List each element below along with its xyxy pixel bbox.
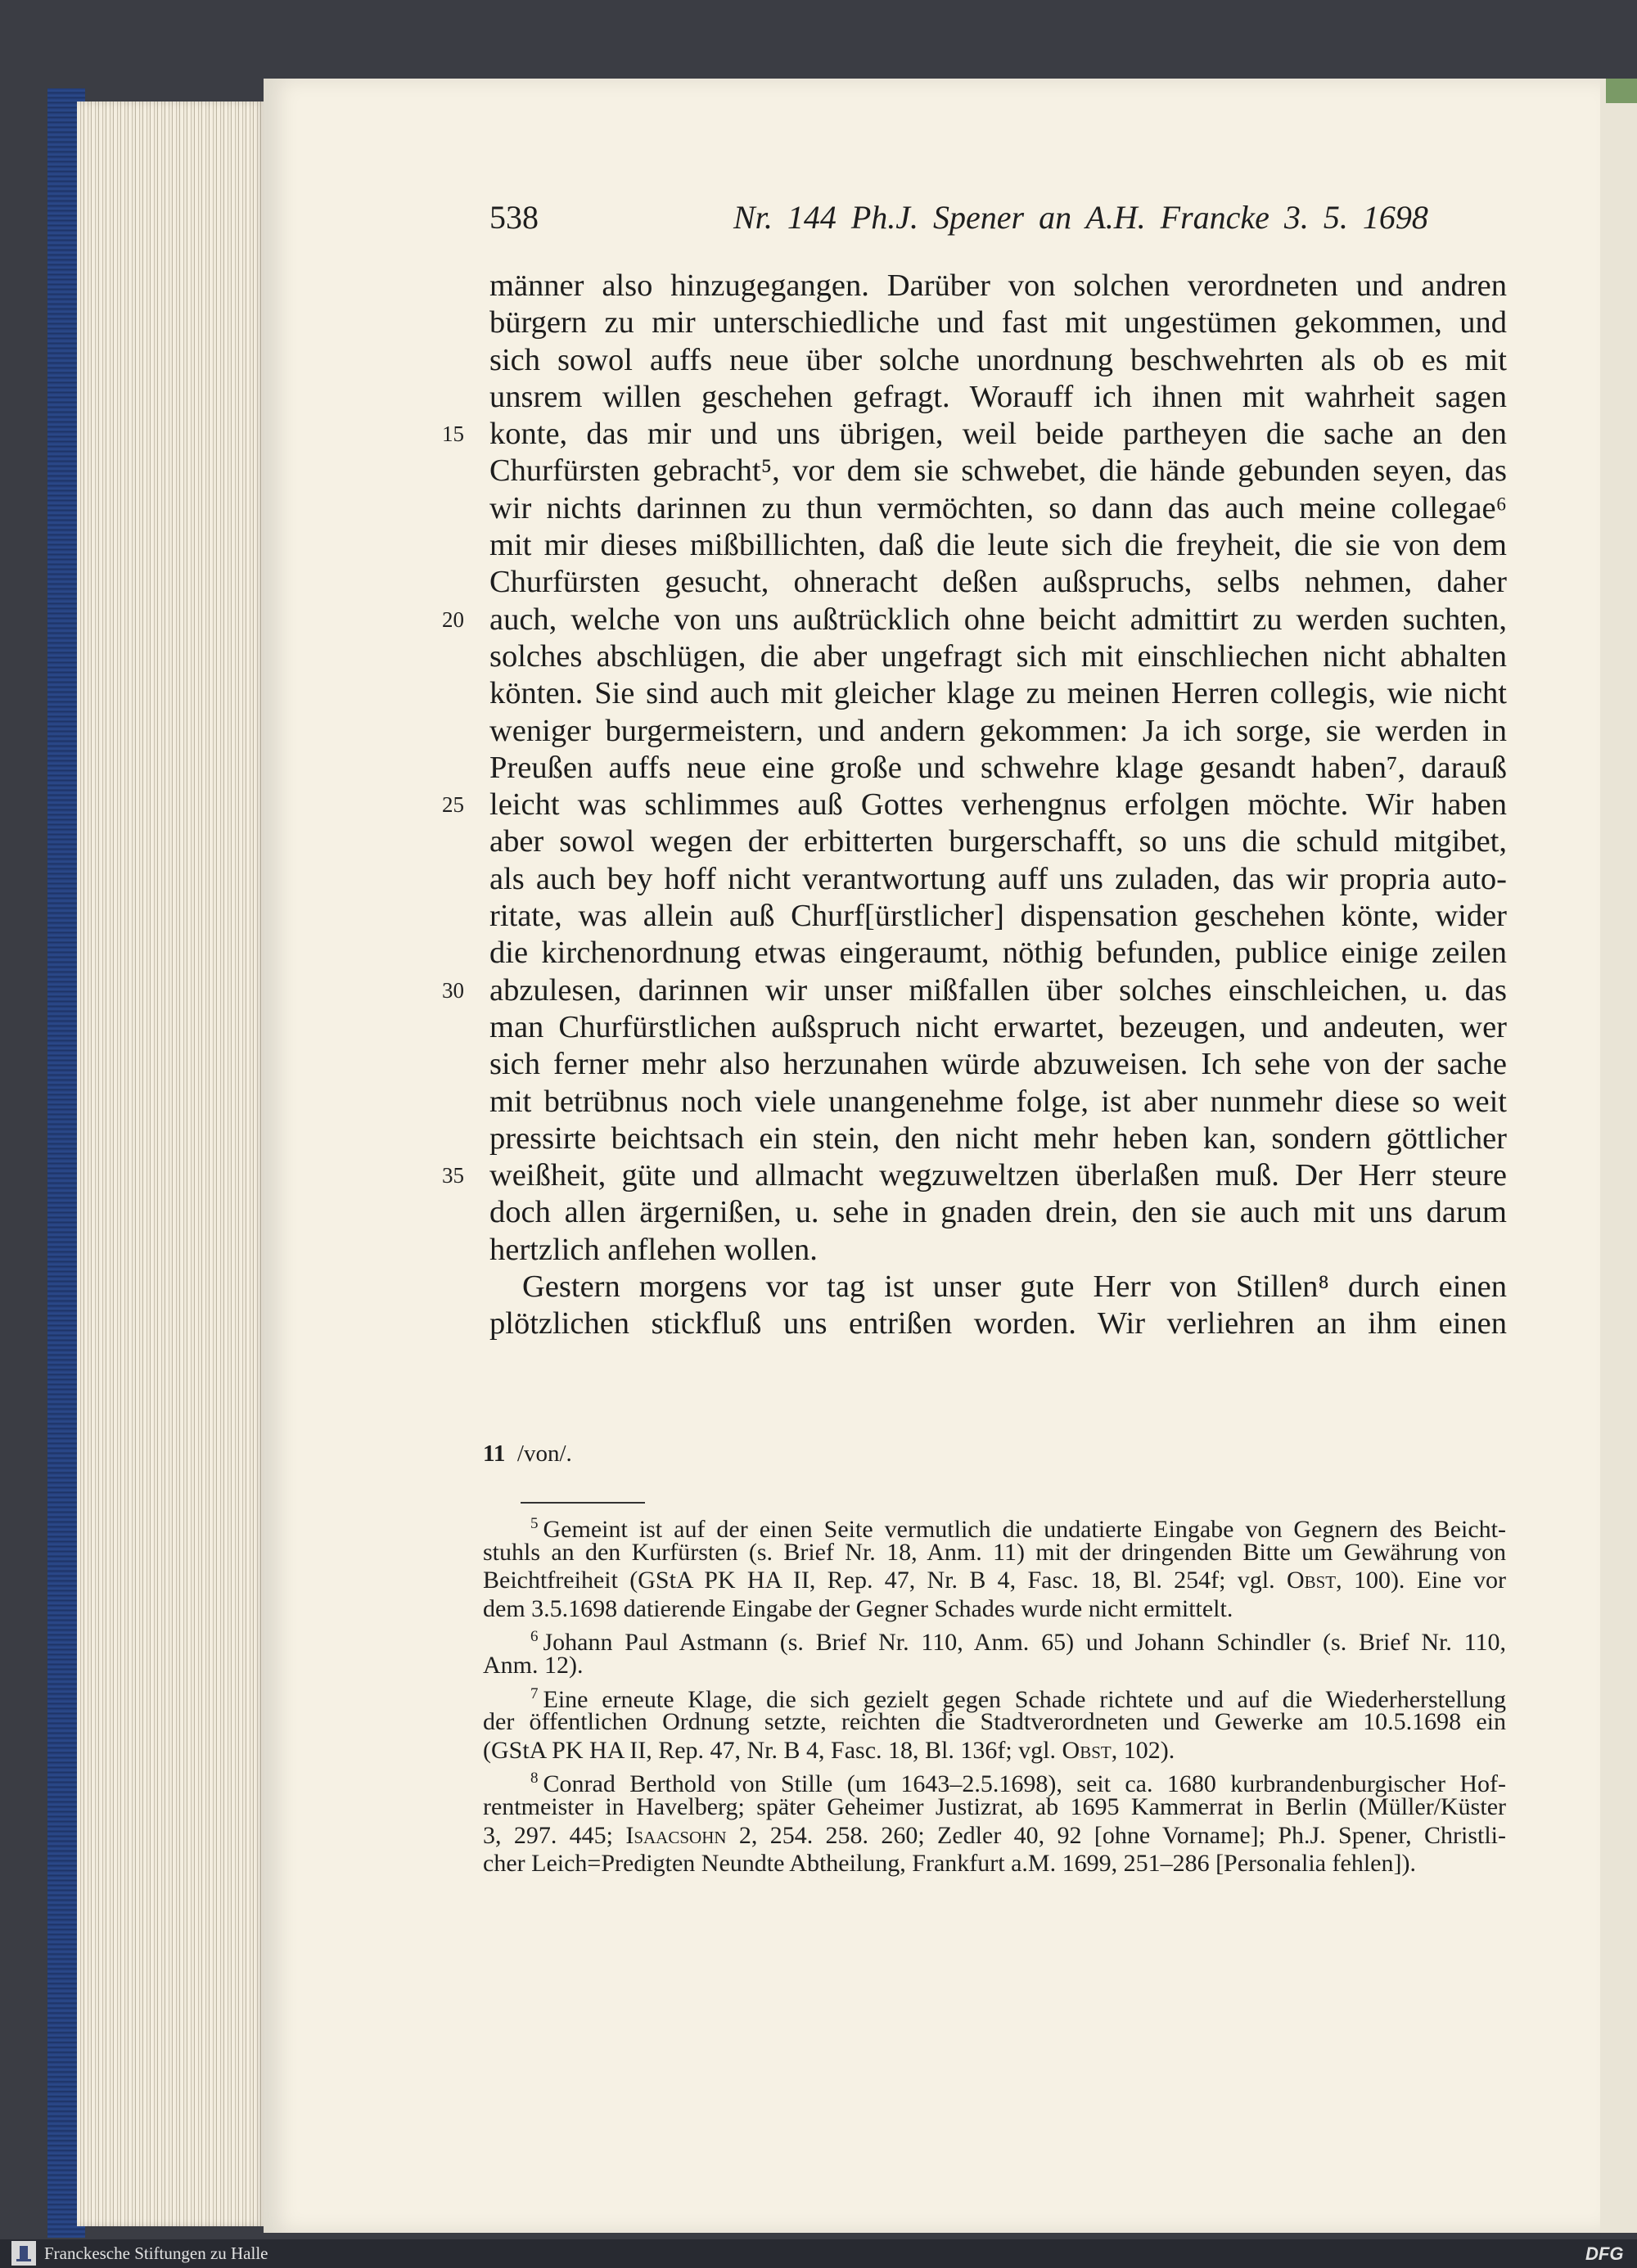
body-line: doch allen ärgernißen, u. sehe in gnaden drein, den sie auch mit uns darum bbox=[489, 1195, 1507, 1230]
footnote-number: 6 bbox=[530, 1628, 539, 1646]
archive-name: Franckesche Stiftungen zu Halle bbox=[44, 2243, 268, 2263]
letter-body-text bbox=[489, 268, 1507, 1343]
footnotes bbox=[483, 1510, 1506, 1878]
body-line: mit mir dieses mißbillichten, daß die leute sich die freyheit, die sie von dem bbox=[489, 528, 1507, 563]
footnote-5-line: stuhls an den Kurfürsten (s. Brief Nr. 18, Anm. 11) mit der dringenden Bitte um Gewährung von bbox=[483, 1538, 1506, 1566]
body-line: hertzlich anflehen wollen. bbox=[489, 1232, 818, 1267]
body-line: konte, das mir und uns übrigen, weil beide partheyen die sache an den bbox=[489, 417, 1507, 452]
footnote-5-line bbox=[483, 1567, 1506, 1595]
footnote-5-line bbox=[483, 1510, 1506, 1543]
footnote-5-line: dem 3.5.1698 datierende Eingabe der Gegner Schades wurde nicht ermittelt. bbox=[483, 1594, 1233, 1622]
body-line: aber sowol wegen der erbitterten burgerschafft, so uns die schuld mitgibet, bbox=[489, 824, 1507, 859]
line-number: 20 bbox=[442, 607, 464, 632]
footnote-6-line: Anm. 12). bbox=[483, 1651, 584, 1679]
footnote-text: Gemeint ist auf der einen Seite vermutlich die undatierte Eingabe von Gegnern des Beicht- bbox=[543, 1516, 1506, 1543]
footnote-text: Johann Paul Astmann (s. Brief Nr. 110, Anm. 65) und Johann Schindler (s. Brief Nr. 110, bbox=[543, 1629, 1506, 1657]
textual-apparatus bbox=[483, 1441, 572, 1468]
footnote-text: Conrad Berthold von Stille (um 1643–2.5.1698), seit ca. 1680 kurbrandenburgischer Hof- bbox=[543, 1770, 1506, 1798]
body-line: Gestern morgens vor tag ist unser gute Herr von Stillen⁸ durch einen bbox=[522, 1269, 1507, 1305]
body-line: man Churfürstlichen außspruch nicht erwartet, bezeugen, und andeuten, wer bbox=[489, 1009, 1507, 1044]
footnote-8-line: rentmeister in Havelberg; später Geheimer Justizrat, ab 1695 Kammerrat in Berlin (Müller/Küster bbox=[483, 1792, 1506, 1820]
body-line: könten. Sie sind auch mit gleicher klage zu meinen Herren collegis, wie nicht bbox=[489, 676, 1507, 711]
footnote-text: Eine erneute Klage, die sich gezielt gegen Schade richtete und auf die Wiederherstellung bbox=[543, 1685, 1506, 1713]
footnote-7-line bbox=[483, 1680, 1506, 1713]
footnote-text: 2, 254. 258. 260; Zedler 40, 92 [ohne Vorname]; Ph.J. Spener, Christli- bbox=[726, 1821, 1506, 1849]
page-stack-edges bbox=[77, 101, 265, 2226]
apparatus-line-ref: 11 bbox=[483, 1441, 506, 1467]
author-small-caps: Obst bbox=[1062, 1736, 1112, 1764]
body-line: wir nichts darinnen zu thun vermöchten, so dann das auch meine collegae⁶ bbox=[489, 490, 1507, 525]
footnote-text: , 100). Eine vor bbox=[1336, 1567, 1506, 1594]
facing-page-edge bbox=[1600, 79, 1637, 2233]
footnote-number: 5 bbox=[530, 1515, 539, 1532]
dfg-logo: DFG bbox=[1585, 2243, 1624, 2264]
footnote-8-line: cher Leich=Predigten Neundte Abtheilung, Frankfurt a.M. 1699, 251–286 [Personalia fehlen]). bbox=[483, 1850, 1416, 1878]
footnote-6-line bbox=[483, 1623, 1506, 1657]
body-line: abzulesen, darinnen wir unser mißfallen über solches einschleichen, u. das bbox=[489, 972, 1507, 1008]
footnote-text: , 102). bbox=[1111, 1736, 1175, 1764]
apparatus-text: /von/. bbox=[516, 1441, 572, 1467]
body-line: sich sowol auffs neue über solche unordnung beschwehrten als ob es mit bbox=[489, 342, 1507, 377]
footnote-7-line bbox=[483, 1737, 1506, 1765]
footnote-number: 7 bbox=[530, 1684, 539, 1702]
footnote-8-line bbox=[483, 1765, 1506, 1798]
body-line: als auch bey hoff nicht verantwortung auff uns zuladen, das wir propria auto- bbox=[489, 861, 1507, 896]
body-line: sich ferner mehr also herzunahen würde abzuweisen. Ich sehe von der sache bbox=[489, 1047, 1507, 1082]
body-line: auch, welche von uns außtrücklich ohne beicht admittirt zu werden suchten, bbox=[489, 602, 1507, 637]
body-line: Preußen auffs neue eine große und schwehre klage gesandt haben⁷, darauß bbox=[489, 750, 1507, 785]
footnote-text: (GStA PK HA II, Rep. 47, Nr. B 4, Fasc. 18, Bl. 136f; vgl. bbox=[483, 1736, 1062, 1764]
footnote-rule bbox=[521, 1502, 645, 1504]
archive-logo-icon bbox=[11, 2241, 36, 2266]
body-line: die kirchenordnung etwas eingeraumt, nöthig befunden, publice einige zeilen bbox=[489, 936, 1507, 971]
body-line: weißheit, güte und allmacht wegzuweltzen überlaßen muß. Der Herr steure bbox=[489, 1158, 1507, 1193]
body-line: weniger burgermeistern, und andern gekommen: Ja ich sorge, sie werden in bbox=[489, 713, 1507, 748]
body-line: unsrem willen geschehen gefragt. Worauff ich ihnen mit wahrheit sagen bbox=[489, 379, 1507, 414]
body-line: leicht was schlimmes auß Gottes verhengnus erfolgen möchte. Wir haben bbox=[489, 787, 1507, 823]
author-small-caps: Obst bbox=[1286, 1567, 1337, 1594]
footnote-text: Beichtfreiheit (GStA PK HA II, Rep. 47, Nr. B 4, Fasc. 18, Bl. 254f; vgl. bbox=[483, 1567, 1287, 1594]
body-line: pressirte beichtsach ein stein, den nicht mehr heben kan, sondern göttlicher bbox=[489, 1120, 1507, 1156]
body-line: ritate, was allein auß Churf[ürstlicher] dispensation geschehen könte, wider bbox=[489, 899, 1507, 934]
footnote-8-line bbox=[483, 1822, 1506, 1851]
body-line: solches abschlügen, die aber ungefragt sich mit einschliechen nicht abhalten bbox=[489, 638, 1507, 674]
body-line: Churfürsten gesucht, ohneracht deßen außspruchs, selbs nehmen, daher bbox=[489, 565, 1507, 600]
author-small-caps: Isaacsohn bbox=[625, 1821, 727, 1849]
footnote-text: 3, 297. 445; bbox=[483, 1821, 626, 1849]
footnote-number: 8 bbox=[530, 1770, 539, 1788]
body-line: bürgern zu mir unterschiedliche und fast mit ungestümen gekommen, und bbox=[489, 305, 1507, 340]
line-number: 30 bbox=[442, 978, 464, 1003]
body-line: männer also hinzugegangen. Darüber von solchen verordneten und andren bbox=[489, 268, 1507, 303]
page-number: 538 bbox=[489, 199, 539, 236]
line-number: 25 bbox=[442, 792, 464, 817]
body-line: Churfürsten gebracht⁵, vor dem sie schwebet, die hände gebunden seyen, das bbox=[489, 453, 1507, 489]
archive-logo-graphic bbox=[11, 2241, 36, 2266]
running-title: Nr. 144 Ph.J. Spener an A.H. Francke 3. 5. 1698 bbox=[733, 199, 1428, 236]
body-line: plötzlichen stickfluß uns entrißen worden. Wir verliehren an ihm einen bbox=[489, 1306, 1507, 1341]
line-number: 15 bbox=[442, 422, 464, 446]
body-line: mit betrübnus noch viele unangenehme folge, ist aber nunmehr diese so weit bbox=[489, 1084, 1507, 1119]
line-number: 35 bbox=[442, 1163, 464, 1188]
footnote-7-line: der öffentlichen Ordnung setzte, reichten die Stadtverordneten und Gewerke am 10.5.1698 ein bbox=[483, 1708, 1506, 1736]
facing-page-binding bbox=[1606, 79, 1637, 103]
